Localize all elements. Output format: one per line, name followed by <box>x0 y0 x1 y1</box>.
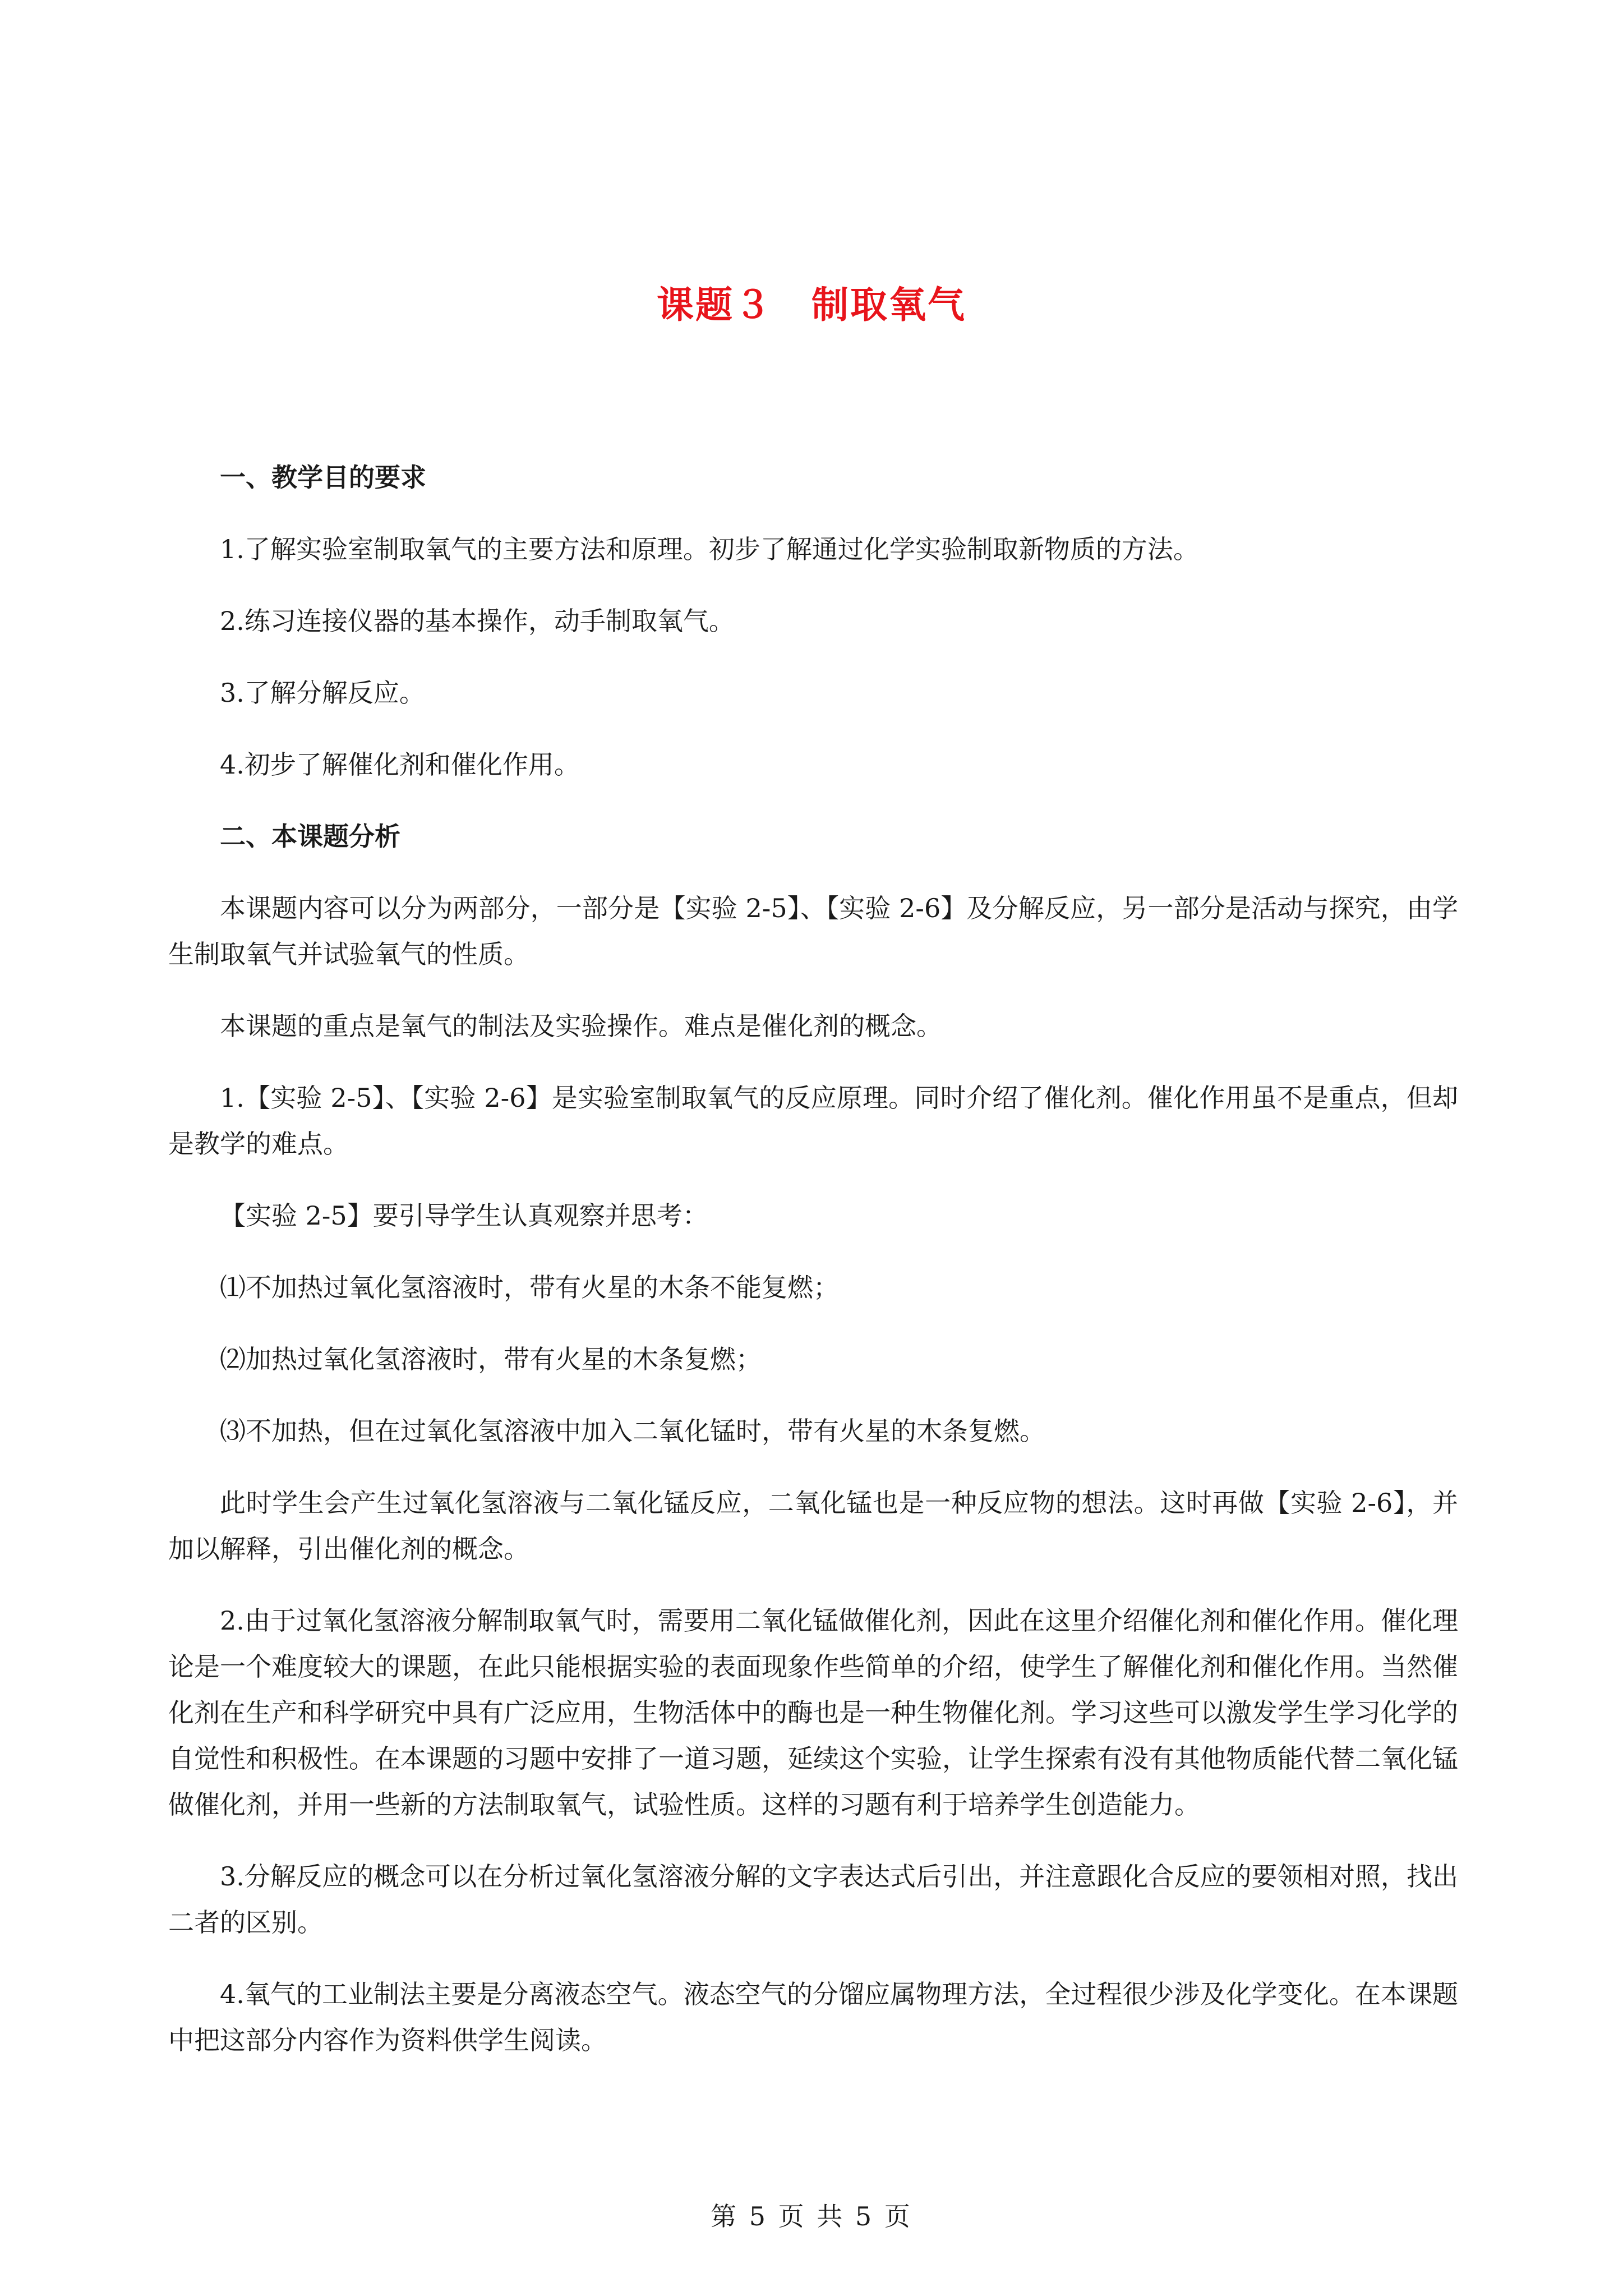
page-footer: 第 5 页 共 5 页 <box>711 2201 912 2231</box>
paragraph: 1.了解实验室制取氧气的主要方法和原理。初步了解通过化学实验制取新物质的方法。 <box>220 534 1199 564</box>
page-title: 课题３ 制取氧气 <box>657 283 966 326</box>
paragraph: 此时学生会产生过氧化氢溶液与二氧化锰反应，二氧化锰也是一种反应物的想法。这时再做【实验 2-6】，并加以解释，引出催化剂的概念。 <box>168 1488 1458 1564</box>
paragraph: 2.练习连接仪器的基本操作，动手制取氧气。 <box>220 606 735 636</box>
paragraph: 1.【实验 2-5】、【实验 2-6】是实验室制取氧气的反应原理。同时介绍了催化剂。催化作用虽不是重点，但却是教学的难点。 <box>168 1083 1458 1159</box>
paragraph: 3.了解分解反应。 <box>220 678 425 708</box>
document-body <box>168 454 1458 2089</box>
paragraph: ⑴不加热过氧化氢溶液时，带有火星的木条不能复燃； <box>220 1272 839 1303</box>
paragraph: 4.初步了解催化剂和催化作用。 <box>220 749 580 780</box>
paragraph: 本课题的重点是氧气的制法及实验操作。难点是催化剂的概念。 <box>220 1011 942 1041</box>
paragraph: 本课题内容可以分为两部分，一部分是【实验 2-5】、【实验 2-6】及分解反应，另一部分是活动与探究，由学生制取氧气并试验氧气的性质。 <box>168 893 1458 969</box>
paragraph: ⑶不加热，但在过氧化氢溶液中加入二氧化锰时，带有火星的木条复燃。 <box>220 1416 1045 1446</box>
paragraph: 3.分解反应的概念可以在分析过氧化氢溶液分解的文字表达式后引出，并注意跟化合反应的要领相对照，找出二者的区别。 <box>168 1861 1458 1938</box>
section-heading: 一、教学目的要求 <box>220 462 426 493</box>
paragraph: ⑵加热过氧化氢溶液时，带有火星的木条复燃； <box>220 1344 762 1374</box>
section-heading: 二、本课题分析 <box>220 821 400 852</box>
paragraph: 4.氧气的工业制法主要是分离液态空气。液态空气的分馏应属物理方法，全过程很少涉及化学变化。在本课题中把这部分内容作为资料供学生阅读。 <box>168 1979 1458 2055</box>
paragraph: 2.由于过氧化氢溶液分解制取氧气时，需要用二氧化锰做催化剂，因此在这里介绍催化剂和催化作用。催化理论是一个难度较大的课题，在此只能根据实验的表面现象作些简单的介绍，使学生了解催化剂和催化作用。当然催化剂在生产和科学研究中具有广泛应用，生物活体中的酶也是一种生物催化剂。学习这些可以激发学生学习化学的自觉性和积极性。在本课题的习题中安排了一道习题，延续这个实验，让学生探索有没有其他物质能代替二氧化锰做催化剂，并用一些新的方法制取氧气，试验性质。这样的习题有利于培养学生创造能力。 <box>168 1605 1458 1820</box>
paragraph: 【实验 2-5】要引导学生认真观察并思考： <box>220 1200 708 1231</box>
